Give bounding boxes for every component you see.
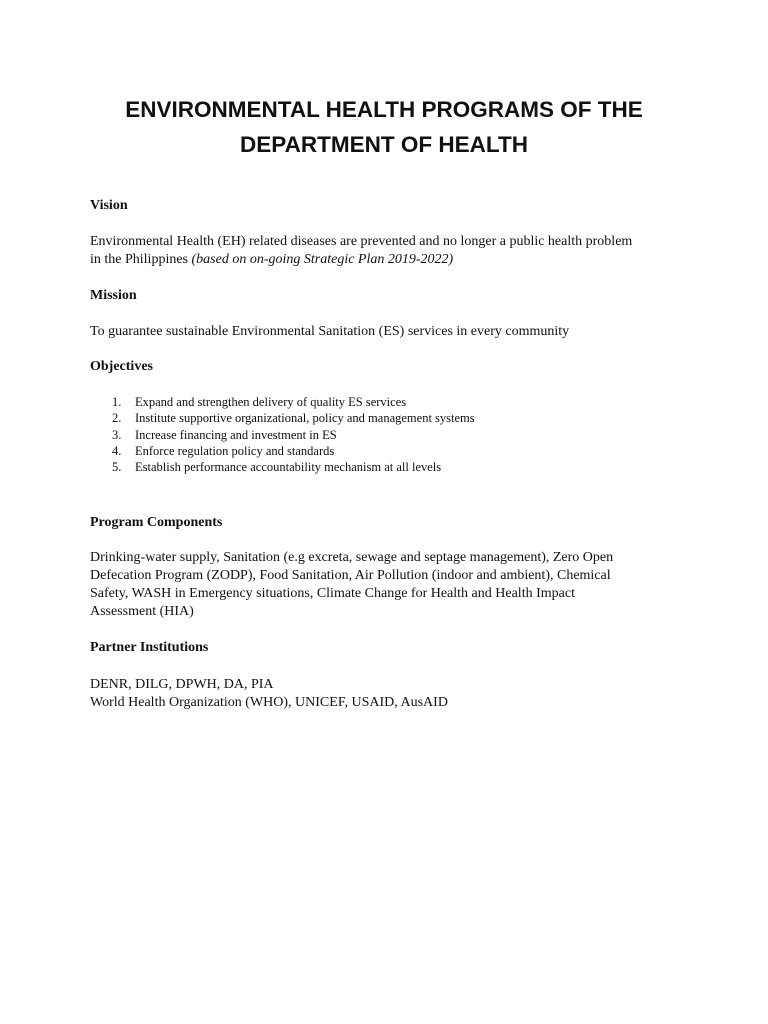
partner-institutions-text xyxy=(90,676,690,712)
vision-line-2-plain: in the Philippines xyxy=(90,252,192,267)
list-item xyxy=(90,459,475,475)
title-line-1: ENVIRONMENTAL HEALTH PROGRAMS OF THE xyxy=(125,97,643,122)
program-components-line-4: Assessment (HIA) xyxy=(90,604,194,619)
program-components-line-3: Safety, WASH in Emergency situations, Climate Change for Health and Health Impact xyxy=(90,586,575,601)
page-title xyxy=(60,92,708,162)
program-components-text xyxy=(90,549,690,621)
list-item-number: 1. xyxy=(112,395,122,409)
title-line-2: DEPARTMENT OF HEALTH xyxy=(240,132,528,157)
list-item-number: 4. xyxy=(112,443,122,458)
list-item-text: Institute supportive organizational, policy and management systems xyxy=(135,411,475,426)
objectives-list xyxy=(90,394,475,475)
list-item-number: 5. xyxy=(112,460,122,475)
mission-heading: Mission xyxy=(90,288,137,303)
list-item-text: Establish performance accountability mechanism at all levels xyxy=(135,460,442,475)
list-item xyxy=(90,443,475,459)
vision-line-2 xyxy=(90,251,690,269)
vision-text xyxy=(90,233,690,269)
list-item-number: 2. xyxy=(112,411,122,426)
program-components-line-2: Defecation Program (ZODP), Food Sanitation, Air Pollution (indoor and ambient), Chemical xyxy=(90,568,611,583)
list-item xyxy=(90,394,475,410)
list-item xyxy=(90,427,475,443)
mission-line: To guarantee sustainable Environmental Sanitation (ES) services in every community xyxy=(90,324,570,339)
vision-line-1: Environmental Health (EH) related diseases are prevented and no longer a public health problem xyxy=(90,234,633,249)
vision-line-2-italic: (based on on-going Strategic Plan 2019-2022) xyxy=(191,252,454,267)
partner-institutions-line-1: DENR, DILG, DPWH, DA, PIA xyxy=(90,677,274,692)
list-item-number: 3. xyxy=(112,427,122,442)
program-components-heading: Program Components xyxy=(90,515,223,530)
list-item xyxy=(90,410,475,426)
mission-text xyxy=(90,323,690,341)
list-item-text: Expand and strengthen delivery of quality ES services xyxy=(135,395,407,409)
partner-institutions-heading: Partner Institutions xyxy=(90,640,209,655)
list-item-text: Increase financing and investment in ES xyxy=(135,427,337,442)
list-item-text: Enforce regulation policy and standards xyxy=(135,443,335,458)
program-components-line-1: Drinking-water supply, Sanitation (e.g excreta, sewage and septage management), Zero Open xyxy=(90,550,614,565)
vision-heading: Vision xyxy=(90,198,128,213)
objectives-heading: Objectives xyxy=(90,359,153,374)
partner-institutions-line-2: World Health Organization (WHO), UNICEF, USAID, AusAID xyxy=(90,695,448,710)
